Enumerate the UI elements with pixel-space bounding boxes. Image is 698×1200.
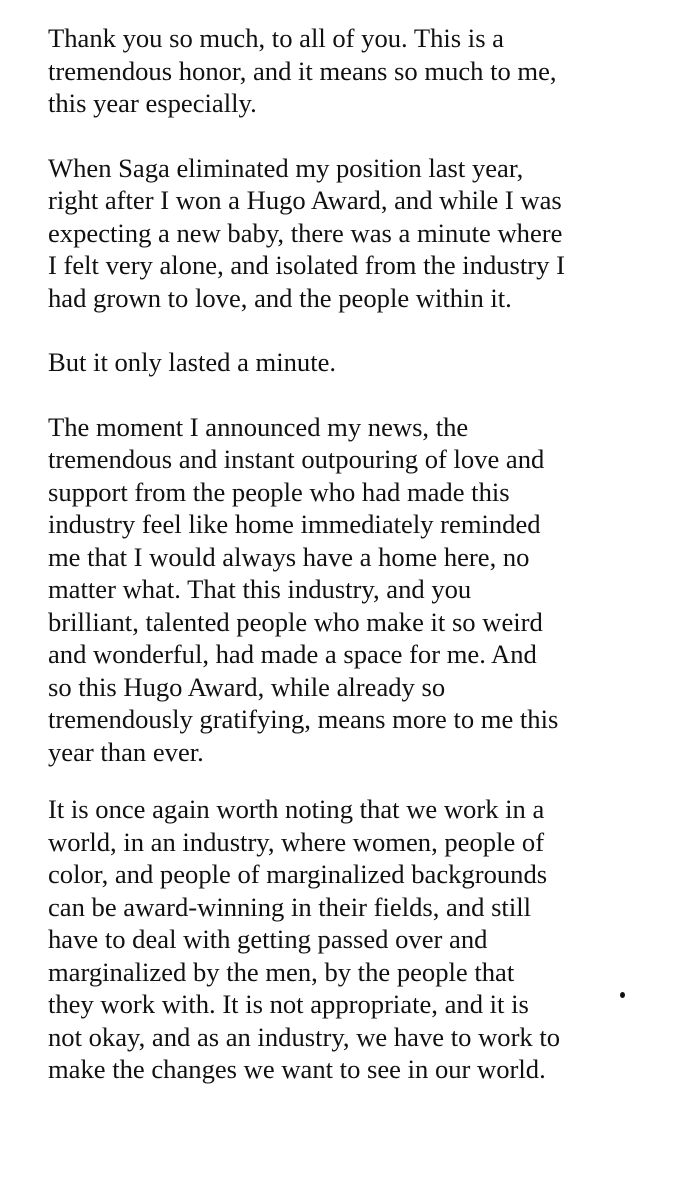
text-line: have to deal with getting passed over and — [48, 924, 488, 954]
text-line: marginalized by the men, by the people that — [48, 956, 515, 987]
paragraph-position-eliminated — [48, 152, 688, 315]
text-line: The moment I announced my news, the — [48, 411, 469, 442]
text-line: had grown to love, and the people within it. — [48, 282, 512, 313]
text-line: tremendously gratifying, means more to me this — [48, 704, 559, 734]
text-line: brilliant, talented people who make it so weird — [48, 606, 543, 637]
text-line: But it only lasted a minute. — [48, 347, 337, 377]
text-line: matter what. That this industry, and you — [48, 574, 472, 604]
paragraph-industry-change — [48, 793, 688, 1086]
text-line: they work with. It is not appropriate, and it is — [48, 989, 529, 1019]
text-line: and wonderful, had made a space for me. And — [48, 639, 537, 669]
text-line: make the changes we want to see in our world. — [48, 1054, 546, 1084]
paragraph-lasted-a-minute — [48, 346, 688, 379]
text-line: color, and people of marginalized backgrounds — [48, 859, 548, 889]
text-line: When Saga eliminated my position last year, — [48, 152, 524, 183]
text-line: expecting a new baby, there was a minute where — [48, 217, 563, 248]
speech-document — [48, 22, 688, 1086]
text-line: not okay, and as an industry, we have to work to — [48, 1021, 561, 1052]
text-line: support from the people who had made this — [48, 476, 510, 507]
stray-dot-mark — [620, 992, 625, 998]
text-line: Thank you so much, to all of you. This is a — [48, 23, 504, 53]
text-line: right after I won a Hugo Award, and while I was — [48, 185, 562, 215]
text-line: this year especially. — [48, 88, 257, 118]
text-line: I felt very alone, and isolated from the industry I — [48, 250, 565, 280]
text-line: year than ever. — [48, 736, 204, 767]
text-line: industry feel like home immediately reminded — [48, 509, 541, 539]
paragraph-outpouring — [48, 411, 688, 769]
paragraph-thanks — [48, 22, 688, 120]
text-line: can be award-winning in their fields, and still — [48, 891, 531, 922]
text-line: It is once again worth noting that we work in a — [48, 794, 545, 824]
text-line: tremendous and instant outpouring of love and — [48, 444, 545, 474]
text-line: world, in an industry, where women, people of — [48, 826, 545, 857]
text-line: me that I would always have a home here, no — [48, 541, 530, 572]
text-line: tremendous honor, and it means so much to me, — [48, 55, 557, 86]
text-line: so this Hugo Award, while already so — [48, 671, 446, 702]
